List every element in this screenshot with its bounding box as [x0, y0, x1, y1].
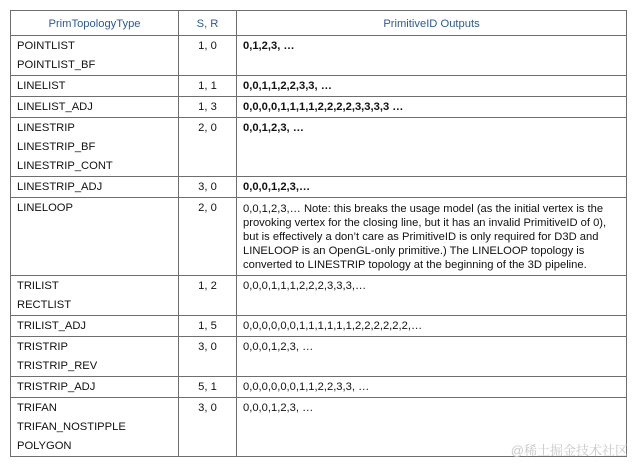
header-prim-topology-type: PrimTopologyType [11, 11, 179, 36]
topology-type-cell [11, 198, 179, 276]
topology-type-name: LINELIST [17, 80, 66, 92]
table-row [11, 118, 627, 177]
s-r-cell: 3, 0 [179, 337, 237, 377]
table-row [11, 76, 627, 97]
table-row [11, 316, 627, 337]
primitive-id-output-cell: 0,0,0,1,2,3,… [237, 177, 627, 198]
topology-type-cell [11, 337, 179, 377]
s-r-cell: 1, 2 [179, 276, 237, 316]
header-primitive-id-outputs: PrimitiveID Outputs [237, 11, 627, 36]
topology-type-name: LINESTRIP_ADJ [17, 181, 103, 193]
topology-type-cell [11, 36, 179, 76]
topology-type-name: LINESTRIP_BF [17, 141, 96, 153]
table-row [11, 377, 627, 398]
primitive-id-output-cell: 0,0,1,2,3,… Note: this breaks the usage model (as the initial vertex is the provoking vertex for the closing line, but it has an invalid PrimitiveID of 0), but is effectively a don’t care as PrimitiveID is only required for D3D and LINELOOP is an OpenGL-only primitive.) The LINELOOP topology is converted to LINESTRIP topology at the beginning of the 3D pipeline. [237, 198, 627, 276]
topology-type-name: POLYGON [17, 440, 72, 452]
topology-type-cell [11, 97, 179, 118]
primitive-id-output-cell: 0,0,0,1,2,3, … [237, 398, 627, 457]
primitive-id-output-cell: 0,0,0,0,0,0,1,1,2,2,3,3, … [237, 377, 627, 398]
topology-type-name: RECTLIST [17, 299, 72, 311]
topology-type-name: TRIFAN_NOSTIPPLE [17, 421, 126, 433]
table-row [11, 36, 627, 76]
topology-type-cell [11, 377, 179, 398]
s-r-cell: 1, 5 [179, 316, 237, 337]
primitive-id-output-cell: 0,0,0,1,1,1,2,2,2,3,3,3,… [237, 276, 627, 316]
topology-type-name: LINESTRIP_CONT [17, 160, 113, 172]
topology-type-cell [11, 177, 179, 198]
primitive-id-output-cell: 0,0,0,0,1,1,1,1,2,2,2,2,3,3,3,3 … [237, 97, 627, 118]
topology-type-name: LINESTRIP [17, 122, 75, 134]
primitive-id-output-cell: 0,0,1,2,3, … [237, 118, 627, 177]
s-r-cell: 2, 0 [179, 118, 237, 177]
topology-type-cell [11, 316, 179, 337]
table-row [11, 337, 627, 377]
topology-type-cell [11, 118, 179, 177]
topology-type-name: TRILIST [17, 280, 59, 292]
primitive-id-output-cell: 0,0,1,1,2,2,3,3, … [237, 76, 627, 97]
table-row [11, 97, 627, 118]
s-r-cell: 3, 0 [179, 177, 237, 198]
topology-type-name: TRISTRIP_REV [17, 360, 98, 372]
s-r-cell: 2, 0 [179, 198, 237, 276]
topology-type-cell [11, 398, 179, 457]
primitive-id-output-cell: 0,0,0,0,0,0,1,1,1,1,1,1,2,2,2,2,2,2,… [237, 316, 627, 337]
s-r-cell: 3, 0 [179, 398, 237, 457]
topology-type-cell [11, 276, 179, 316]
table-row [11, 177, 627, 198]
topology-type-name: LINELOOP [17, 202, 73, 214]
header-s-r: S, R [179, 11, 237, 36]
header-row [11, 11, 627, 36]
topology-type-name: TRIFAN [17, 402, 57, 414]
s-r-cell: 5, 1 [179, 377, 237, 398]
topology-type-name: POINTLIST_BF [17, 59, 96, 71]
topology-type-name: TRISTRIP [17, 341, 68, 353]
table-row [11, 198, 627, 276]
topology-type-cell [11, 76, 179, 97]
topology-type-name: POINTLIST [17, 40, 75, 52]
topology-type-name: LINELIST_ADJ [17, 101, 93, 113]
s-r-cell: 1, 0 [179, 36, 237, 76]
topology-type-name: TRISTRIP_ADJ [17, 381, 96, 393]
watermark: @稀土掘金技术社区 [510, 443, 628, 458]
table-row [11, 276, 627, 316]
topology-type-name: TRILIST_ADJ [17, 320, 87, 332]
s-r-cell: 1, 1 [179, 76, 237, 97]
primitive-id-output-cell: 0,1,2,3, … [237, 36, 627, 76]
primitive-id-table [10, 10, 627, 457]
primitive-id-output-cell: 0,0,0,1,2,3, … [237, 337, 627, 377]
s-r-cell: 1, 3 [179, 97, 237, 118]
